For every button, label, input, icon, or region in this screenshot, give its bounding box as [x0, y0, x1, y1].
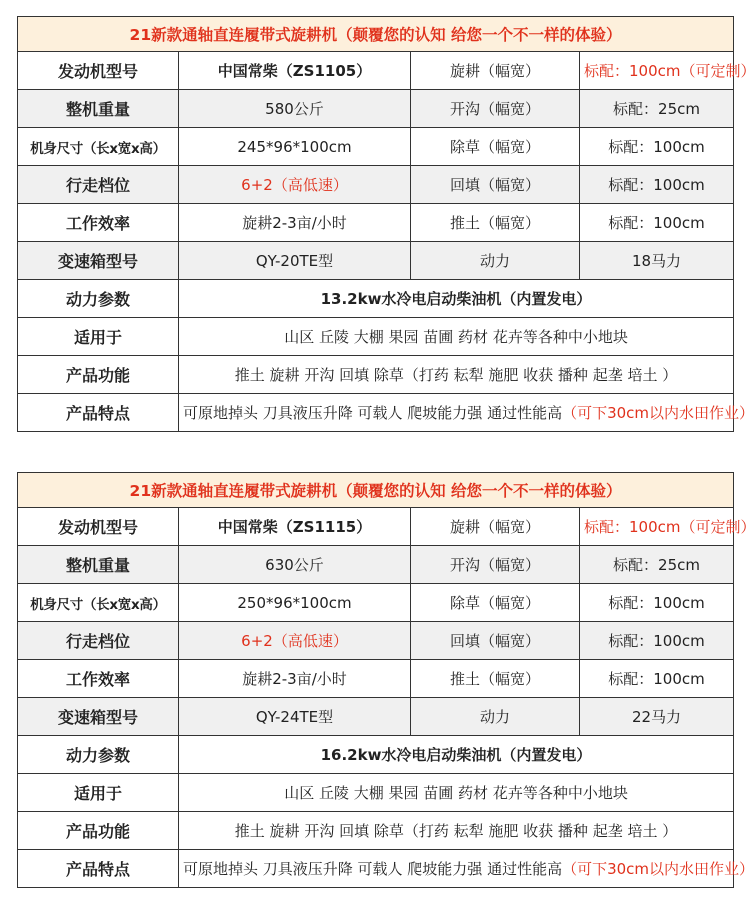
gear-label: 行走档位: [18, 622, 179, 660]
ditch-value: 标配：25cm: [580, 90, 734, 128]
rotary-value: 标配：100cm（可定制）: [580, 52, 734, 90]
push-label: 推土（幅宽）: [411, 204, 580, 242]
rotary-label: 旋耕（幅宽）: [411, 508, 580, 546]
params-value: 16.2kw水冷电启动柴油机（内置发电）: [179, 736, 734, 774]
spec-table-1: [17, 16, 756, 432]
engine-label: 发动机型号: [18, 52, 179, 90]
weight-value: 630公斤: [179, 546, 411, 584]
efficiency-label: 工作效率: [18, 660, 179, 698]
power-value: 22马力: [580, 698, 734, 736]
power-label: 动力: [411, 698, 580, 736]
suitable-label: 适用于: [18, 774, 179, 812]
feature-note: （可下30cm以内水田作业）: [562, 860, 755, 878]
feature-cell: [179, 850, 755, 888]
feature-cell: [179, 394, 755, 432]
gearbox-label: 变速箱型号: [18, 242, 179, 280]
size-value: 245*96*100cm: [179, 128, 411, 166]
spec-row: [18, 698, 734, 736]
spec-row: [18, 850, 734, 888]
spec-row: [18, 394, 734, 432]
spec-row: [18, 166, 734, 204]
power-label: 动力: [411, 242, 580, 280]
backfill-value: 标配：100cm: [580, 166, 734, 204]
efficiency-value: 旋耕2-3亩/小时: [179, 204, 411, 242]
spec-row: [18, 90, 734, 128]
weed-label: 除草（幅宽）: [411, 584, 580, 622]
push-label: 推土（幅宽）: [411, 660, 580, 698]
spec-row: [18, 52, 734, 90]
efficiency-label: 工作效率: [18, 204, 179, 242]
gear-label: 行走档位: [18, 166, 179, 204]
ditch-label: 开沟（幅宽）: [411, 90, 580, 128]
spec-row: [18, 508, 734, 546]
backfill-label: 回填（幅宽）: [411, 166, 580, 204]
gearbox-label: 变速箱型号: [18, 698, 179, 736]
params-value: 13.2kw水冷电启动柴油机（内置发电）: [179, 280, 734, 318]
efficiency-value: 旋耕2-3亩/小时: [179, 660, 411, 698]
engine-label: 发动机型号: [18, 508, 179, 546]
engine-value: 中国常柴（ZS1115）: [179, 508, 411, 546]
function-value: 推土 旋耕 开沟 回填 除草（打药 耘犁 施肥 收获 播种 起垄 培土 ）: [179, 356, 734, 394]
suitable-label: 适用于: [18, 318, 179, 356]
weed-value: 标配：100cm: [580, 584, 734, 622]
push-value: 标配：100cm: [580, 660, 734, 698]
gear-value: 6+2（高低速）: [179, 166, 411, 204]
size-label: 机身尺寸（长x宽x高）: [18, 128, 179, 166]
function-value: 推土 旋耕 开沟 回填 除草（打药 耘犁 施肥 收获 播种 起垄 培土 ）: [179, 812, 734, 850]
params-label: 动力参数: [18, 280, 179, 318]
rotary-value: 标配：100cm（可定制）: [580, 508, 734, 546]
engine-value: 中国常柴（ZS1105）: [179, 52, 411, 90]
feature-value: 可原地掉头 刀具液压升降 可载人 爬坡能力强 通过性能高: [183, 404, 563, 422]
suitable-value: 山区 丘陵 大棚 果园 苗圃 药材 花卉等各种中小地块: [179, 318, 734, 356]
backfill-value: 标配：100cm: [580, 622, 734, 660]
spec-row: [18, 128, 734, 166]
feature-label: 产品特点: [18, 394, 179, 432]
weight-value: 580公斤: [179, 90, 411, 128]
gearbox-value: QY-24TE型: [179, 698, 411, 736]
spec-row: [18, 318, 734, 356]
weed-label: 除草（幅宽）: [411, 128, 580, 166]
weight-label: 整机重量: [18, 546, 179, 584]
feature-value: 可原地掉头 刀具液压升降 可载人 爬坡能力强 通过性能高: [183, 860, 563, 878]
feature-label: 产品特点: [18, 850, 179, 888]
spec-row: [18, 774, 734, 812]
spec-row: [18, 812, 734, 850]
spec-row: [18, 204, 734, 242]
spec-row: [18, 280, 734, 318]
spec-row: [18, 736, 734, 774]
spec-row: [18, 660, 734, 698]
backfill-label: 回填（幅宽）: [411, 622, 580, 660]
ditch-value: 标配：25cm: [580, 546, 734, 584]
spec-row: [18, 242, 734, 280]
weight-label: 整机重量: [18, 90, 179, 128]
size-value: 250*96*100cm: [179, 584, 411, 622]
spec-row: [18, 622, 734, 660]
push-value: 标配：100cm: [580, 204, 734, 242]
spec-table-2: [17, 472, 756, 888]
table-title: 21新款通轴直连履带式旋耕机（颠覆您的认知 给您一个不一样的体验）: [18, 473, 734, 508]
spec-row: [18, 546, 734, 584]
size-label: 机身尺寸（长x宽x高）: [18, 584, 179, 622]
ditch-label: 开沟（幅宽）: [411, 546, 580, 584]
suitable-value: 山区 丘陵 大棚 果园 苗圃 药材 花卉等各种中小地块: [179, 774, 734, 812]
power-value: 18马力: [580, 242, 734, 280]
title-row: [18, 17, 734, 52]
function-label: 产品功能: [18, 812, 179, 850]
params-label: 动力参数: [18, 736, 179, 774]
table-title: 21新款通轴直连履带式旋耕机（颠覆您的认知 给您一个不一样的体验）: [18, 17, 734, 52]
title-row: [18, 473, 734, 508]
spec-row: [18, 356, 734, 394]
spec-row: [18, 584, 734, 622]
feature-note: （可下30cm以内水田作业）: [562, 404, 755, 422]
weed-value: 标配：100cm: [580, 128, 734, 166]
function-label: 产品功能: [18, 356, 179, 394]
gearbox-value: QY-20TE型: [179, 242, 411, 280]
rotary-label: 旋耕（幅宽）: [411, 52, 580, 90]
gear-value: 6+2（高低速）: [179, 622, 411, 660]
